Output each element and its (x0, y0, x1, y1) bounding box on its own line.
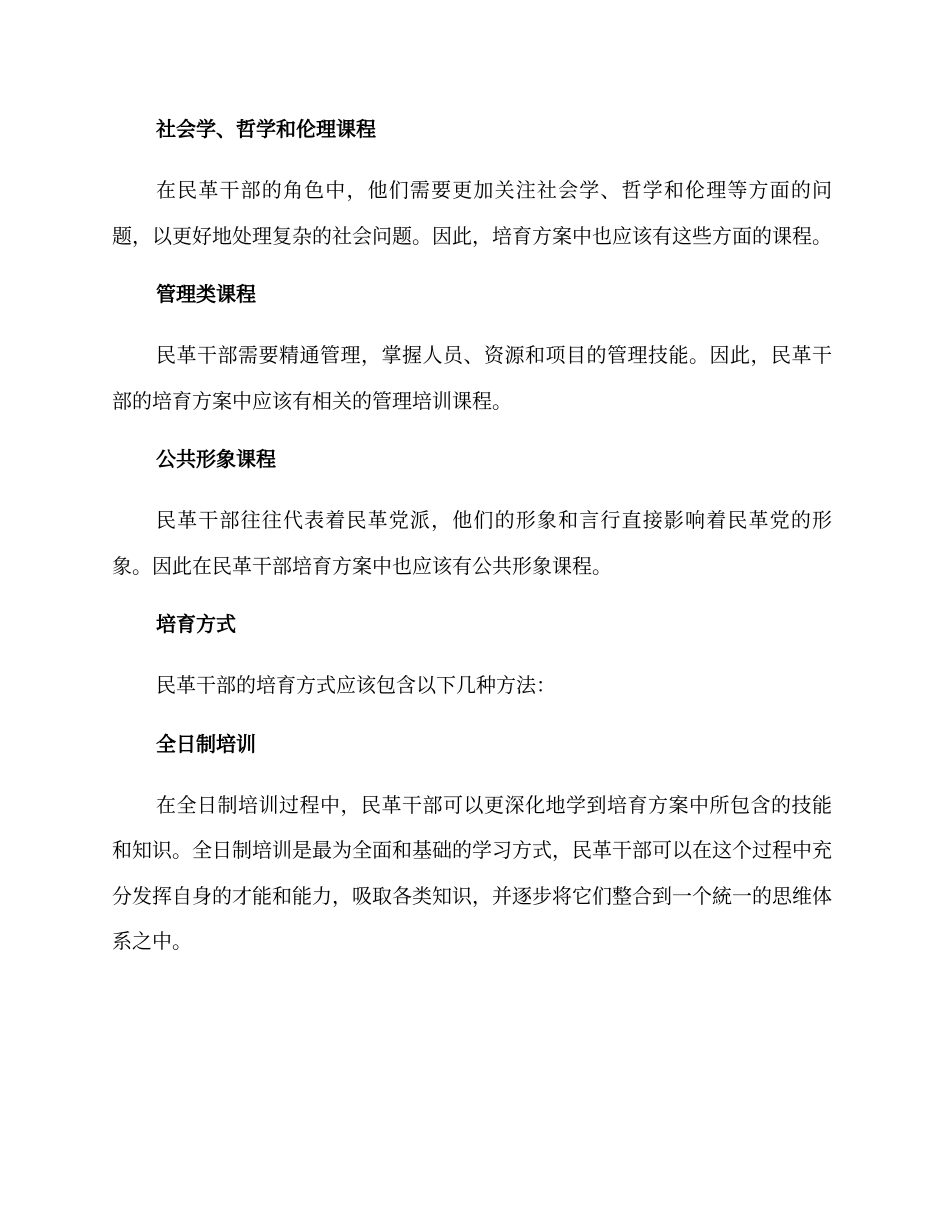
document-body (112, 112, 832, 965)
section-paragraph-public-image: 民革干部往往代表着民革党派，他们的形象和言行直接影响着民革党的形象。因此在民革干部培育方案中也应该有公共形象课程。 (112, 508, 832, 578)
section-paragraph-management: 民革干部需要精通管理，掌握人员、资源和项目的管理技能。因此，民革干部的培育方案中应该有相关的管理培训课程。 (112, 343, 832, 413)
section-heading-full-time-training: 全日制培训 (156, 731, 256, 756)
section-heading-training-methods: 培育方式 (156, 612, 236, 636)
section-paragraph-full-time-training: 在全日制培训过程中，民革干部可以更深化地学到培育方案中所包含的技能和知识。全日制培训是最为全面和基础的学习方式，民革干部可以在这个过程中充分发挥自身的才能和能力，吸取各类知识，并逐步将它们整合到一个統一的思维体系之中。 (112, 792, 832, 953)
section-heading-sociology: 社会学、哲学和伦理课程 (156, 117, 376, 141)
section-heading-public-image: 公共形象课程 (156, 447, 276, 471)
section-heading-management: 管理类课程 (156, 282, 256, 306)
section-paragraph-training-methods: 民革干部的培育方式应该包含以下几种方法： (156, 673, 556, 697)
section-paragraph-sociology: 在民革干部的角色中，他们需要更加关注社会学、哲学和伦理等方面的问题，以更好地处理复杂的社会问题。因此，培育方案中也应该有这些方面的课程。 (112, 178, 832, 248)
